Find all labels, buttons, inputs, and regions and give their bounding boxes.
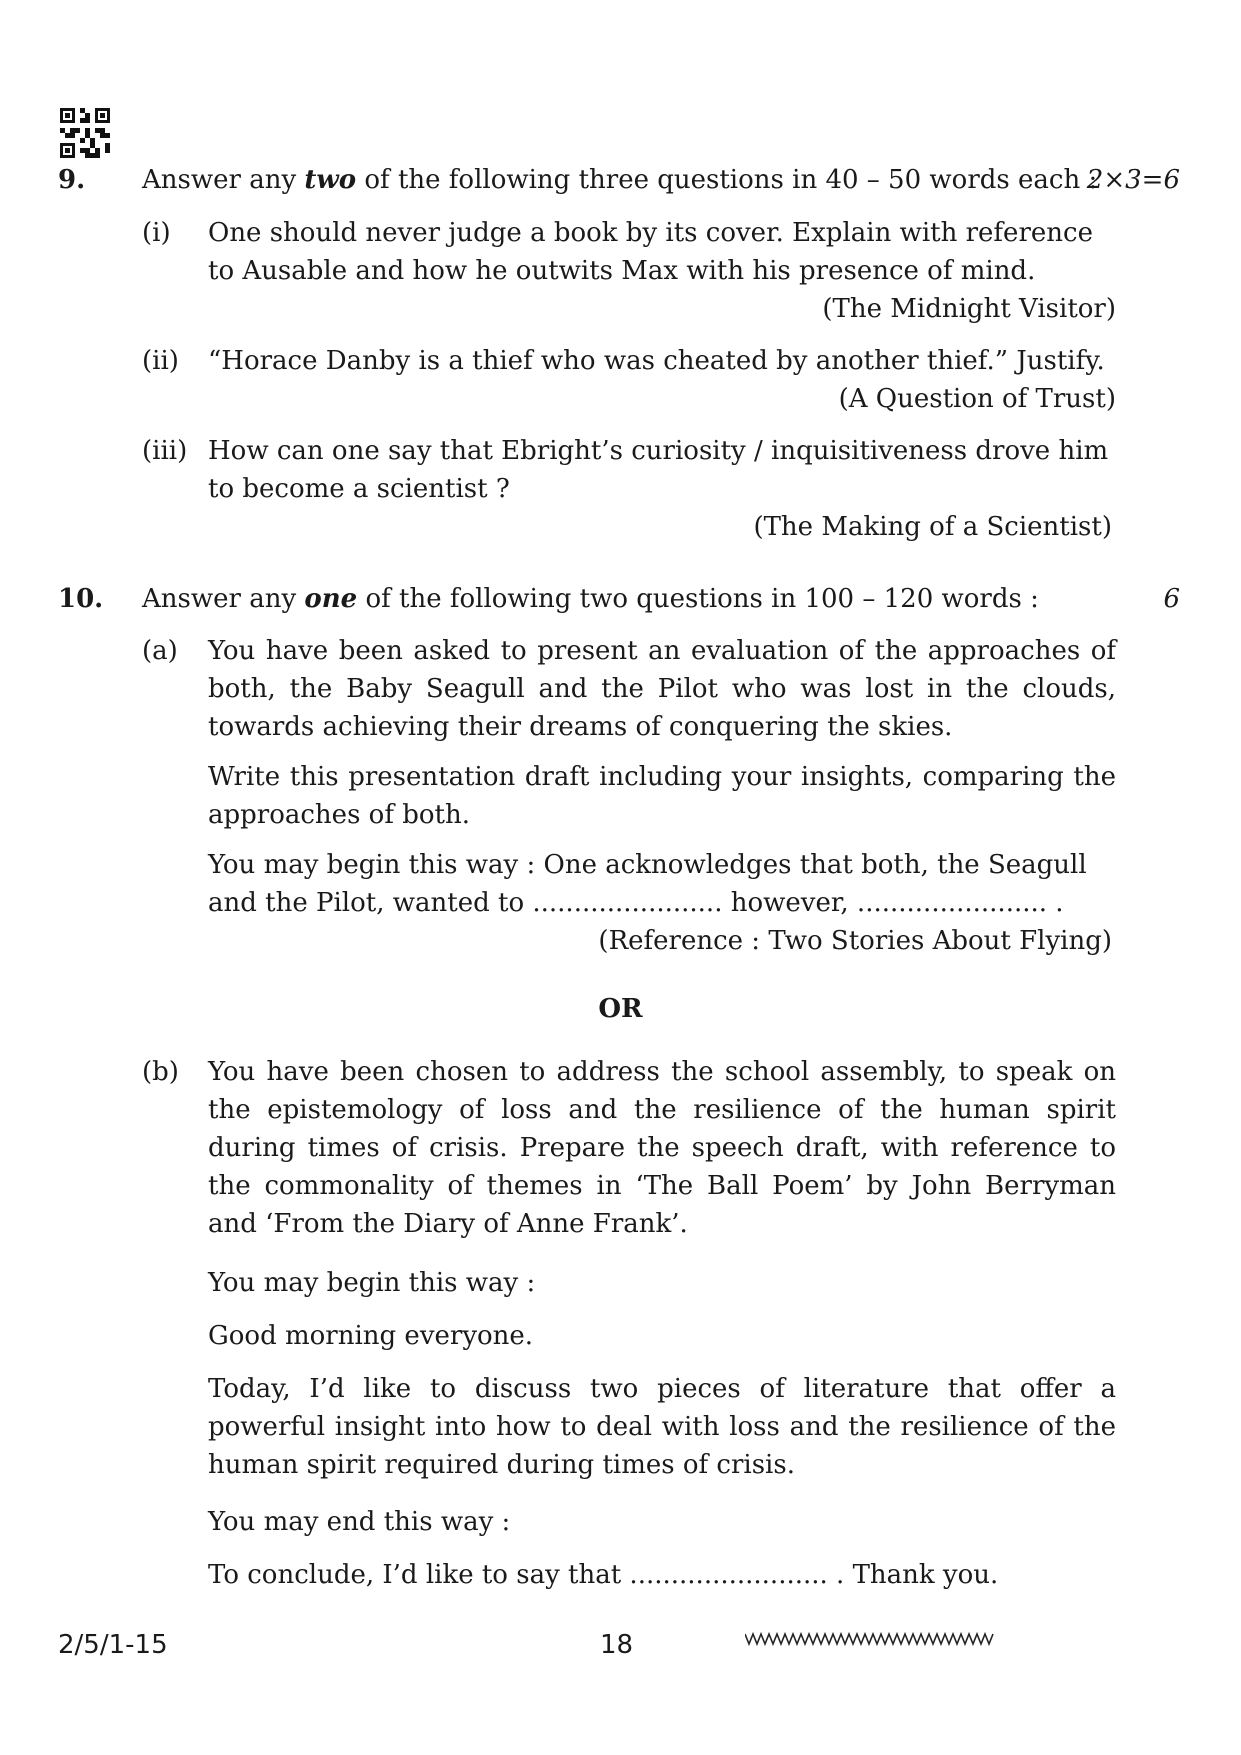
question-10b-end: You may end this way :	[208, 1507, 511, 1537]
question-9-item-reference: (The Midnight Visitor)	[822, 294, 1116, 324]
question-10b-label: (b)	[142, 1057, 179, 1087]
question-10-marks: 6	[1163, 584, 1180, 614]
paper-code: 2/5/1-15	[58, 1630, 168, 1660]
question-10a-para: Write this presentation draft including your insights, comparing the approaches of both.	[208, 762, 1116, 830]
question-9-item-text: How can one say that Ebright’s curiosity / inquisitiveness drove him	[208, 436, 1109, 466]
question-10a-para: You have been asked to present an evaluation of the approaches of both, the Baby Seagull and the Pilot who was lost in the clouds, towards achieving their dreams of conquering the skies.	[208, 636, 1116, 742]
question-9-item-text: to Ausable and how he outwits Max with his presence of mind.	[208, 256, 1036, 286]
question-10b-begin: You may begin this way :	[208, 1268, 536, 1298]
question-10b-conclude: To conclude, I’d like to say that ........................ . Thank you.	[208, 1560, 999, 1590]
question-9-item-label: (i)	[142, 218, 171, 248]
question-9-item-label: (iii)	[142, 436, 188, 466]
question-10a-reference: (Reference : Two Stories About Flying)	[598, 926, 1112, 956]
question-9-item-label: (ii)	[142, 346, 179, 376]
question-9-item-text: to become a scientist ?	[208, 474, 510, 504]
question-10b-greeting: Good morning everyone.	[208, 1321, 534, 1351]
question-9-number: 9.	[58, 165, 86, 195]
question-10a-begin-line: You may begin this way : One acknowledges that both, the Seagull	[208, 850, 1087, 880]
question-9-marks: 2×3=6	[1086, 165, 1180, 195]
question-10b-para: You have been chosen to address the school assembly, to speak on the epistemology of loss and the resilience of the human spirit during times of crisis. Prepare the speech draft, with reference to the commonality of themes in ‘The Ball Poem’ by John Berryman and ‘From the Diary of Anne Frank’.	[208, 1057, 1116, 1239]
question-10a-begin-line: and the Pilot, wanted to ....................... however, ....................... .	[208, 888, 1064, 918]
question-10-instruction: Answer any one of the following two questions in 100 – 120 words :	[142, 584, 1039, 614]
page-number: 18	[600, 1630, 634, 1660]
question-10-number: 10.	[58, 584, 104, 614]
qr-code-icon	[60, 108, 110, 158]
question-9-item-reference: (A Question of Trust)	[838, 384, 1116, 414]
question-9-instruction: Answer any two of the following three questions in 40 – 50 words each :	[142, 165, 1098, 195]
squiggle-line-icon	[745, 1630, 995, 1648]
question-10a-label: (a)	[142, 636, 178, 666]
question-9-item-text: “Horace Danby is a thief who was cheated by another thief.” Justify.	[208, 346, 1105, 376]
or-separator: OR	[598, 994, 643, 1024]
question-10b-today: Today, I’d like to discuss two pieces of literature that offer a powerful insight into how to deal with loss and the resilience of the human spirit required during times of crisis.	[208, 1374, 1116, 1480]
question-9-item-text: One should never judge a book by its cover. Explain with reference	[208, 218, 1093, 248]
question-9-item-reference: (The Making of a Scientist)	[753, 512, 1112, 542]
